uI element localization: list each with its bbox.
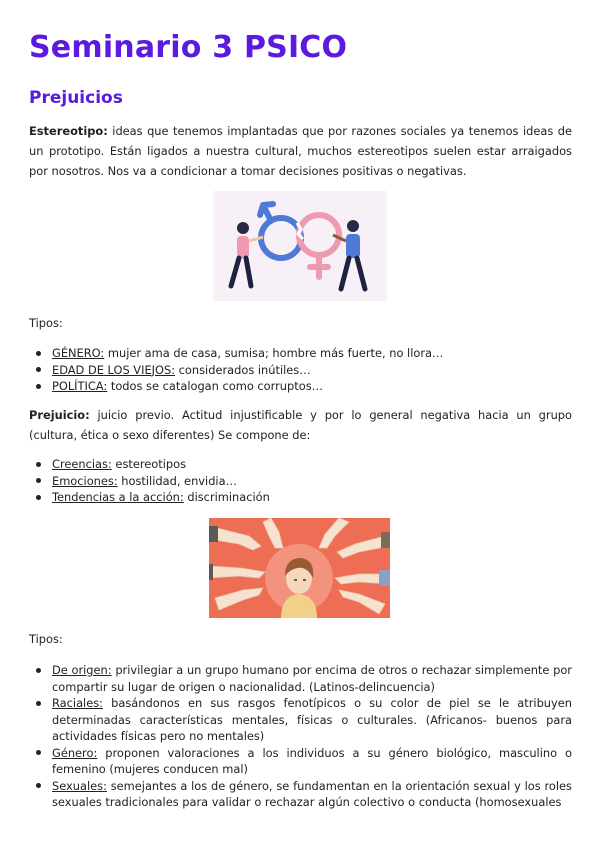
document-title: Seminario 3 PSICO: [29, 30, 348, 65]
list-item: Raciales: basándonos en sus rasgos fenotípicos o su color de piel se le atribuyen determinadas características mentales, físicas o culturales. (Africanos- buenos para actividades físicas pero no mentales): [29, 695, 572, 745]
list-item: Tendencias a la acción: discriminación: [29, 489, 572, 506]
estereotipo-types-list: [29, 345, 572, 395]
list-item: Creencias: estereotipos: [29, 456, 572, 473]
estereotipo-text: ideas que tenemos implantadas que por razones sociales ya tenemos ideas de un prototipo. Están ligados a nuestra cultural, muchos estereotipos suelen estar arraigados por nosotros. Nos va a condicionar a tomar decisiones positivas o negativas.: [29, 124, 572, 178]
section-heading: Prejuicios: [29, 88, 123, 108]
estereotipo-paragraph: [29, 121, 572, 181]
list-item: Sexuales: semejantes a los de género, se fundamentan en la orientación sexual y los roles sexuales tradicionales para validar o rechazar algún colectivo o conducta (homosexuales: [29, 778, 572, 811]
tipos-label-2: Tipos:: [29, 632, 63, 646]
list-item: GÉNERO: mujer ama de casa, sumisa; hombre más fuerte, no llora…: [29, 345, 572, 362]
gender-stereotype-illustration: [213, 191, 387, 301]
list-item: EDAD DE LOS VIEJOS: considerados inútiles…: [29, 362, 572, 379]
list-item: De origen: privilegiar a un grupo humano por encima de otros o rechazar simplemente por compartir su lugar de origen o nacionalidad. (Latinos-delincuencia): [29, 662, 572, 695]
list-item: POLÍTICA: todos se catalogan como corruptos…: [29, 378, 572, 395]
prejuicio-components-list: [29, 456, 572, 506]
estereotipo-term: Estereotipo:: [29, 124, 108, 138]
prejuicio-types-list: [29, 662, 572, 811]
pointing-hands-illustration: [209, 518, 390, 618]
prejuicio-term: Prejuicio:: [29, 408, 90, 422]
prejuicio-text: juicio previo. Actitud injustificable y por lo general negativa hacia un grupo (cultura, ética o sexo diferentes) Se compone de:: [29, 408, 572, 442]
list-item: Género: proponen valoraciones a los individuos a su género biológico, masculino o femenino (mujeres conducen mal): [29, 745, 572, 778]
sleeve: [209, 526, 218, 542]
tipos-label-1: Tipos:: [29, 316, 63, 330]
list-item: Emociones: hostilidad, envidia…: [29, 473, 572, 490]
prejuicio-paragraph: [29, 405, 572, 445]
